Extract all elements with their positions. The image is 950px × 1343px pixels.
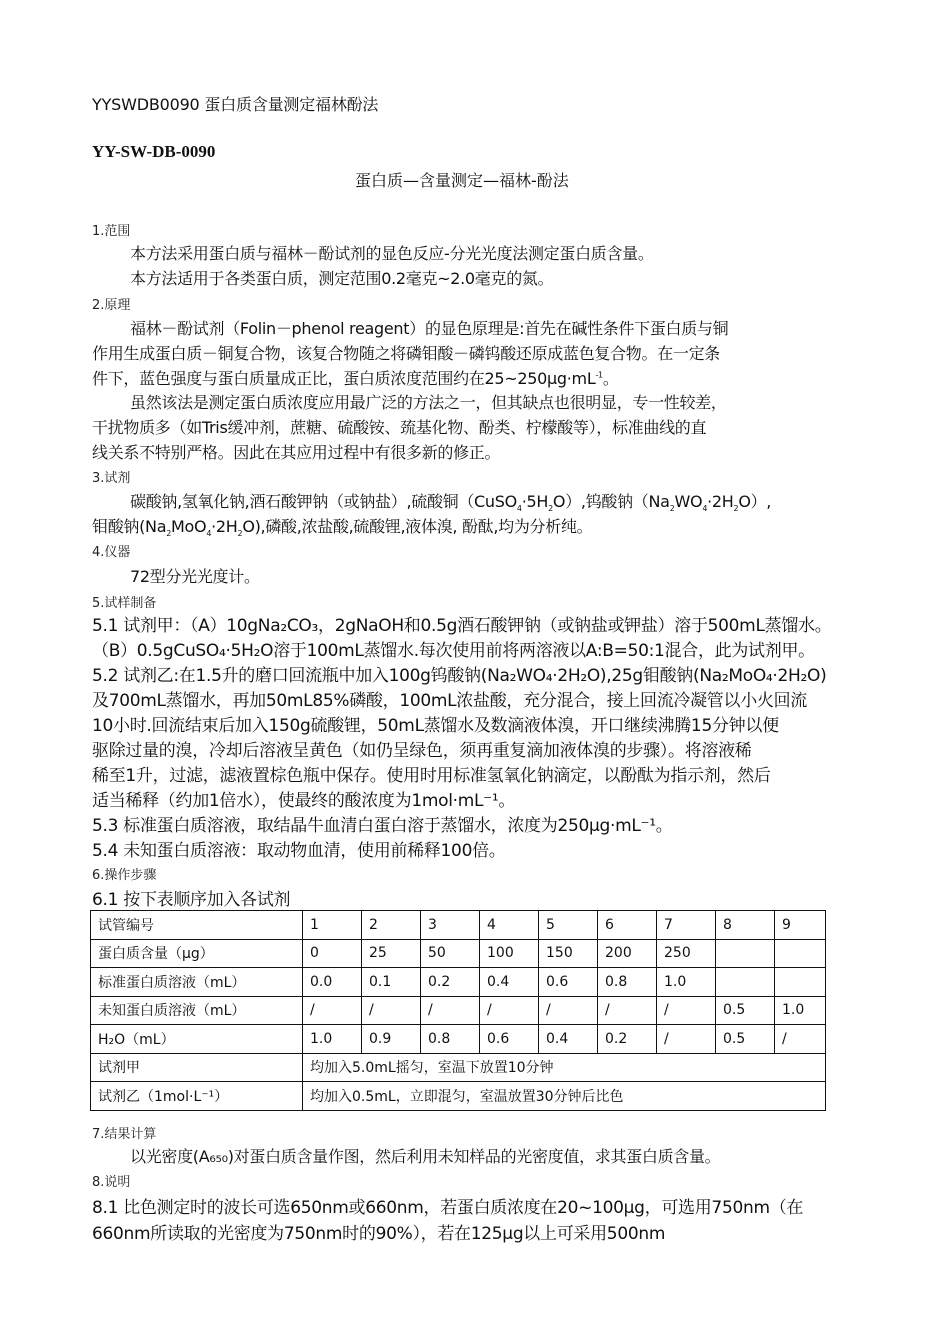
table-cell	[716, 968, 775, 997]
table-row-label: 未知蛋白质溶液（mL）	[91, 996, 303, 1025]
table-cell: 1.0	[303, 1025, 362, 1054]
sample-prep-line-1: 5.1 试剂甲：（A）10gNa₂CO₃，2gNaOH和0.5g酒石酸钾钠（或钠盐或钾盐）溶于500mL蒸馏水。	[92, 616, 832, 636]
reagents-line-2: 钼酸钠$(Na_2MoO_4\cdot 2H_2O)$,磷酸,浓盐酸,硫酸锂,液体溴, 酚酞,均为分析纯。	[92, 517, 593, 539]
table-cell: 5	[539, 911, 598, 940]
notes-line-1: 8.1 比色测定时的波长可选650nm或660nm，若蛋白质浓度在20~100μg，可选用750nm（在	[92, 1198, 804, 1218]
table-cell: /	[303, 996, 362, 1025]
table-cell: 25	[362, 939, 421, 968]
reagent-table	[90, 910, 826, 1111]
table-cell: 200	[598, 939, 657, 968]
scope-line-2: 本方法适用于各类蛋白质，测定范围0.2毫克~2.0毫克的氮。	[130, 269, 554, 288]
table-cell: 0.6	[539, 968, 598, 997]
section-heading-instruments: 4.仪器	[92, 545, 131, 560]
section-heading-sample-prep: 5.试样制备	[92, 596, 157, 611]
table-cell: 0.5	[716, 996, 775, 1025]
table-cell: /	[362, 996, 421, 1025]
table-cell: 1.0	[775, 996, 826, 1025]
table-cell: 0.8	[421, 1025, 480, 1054]
table-row-label: 试剂乙（1mol·L⁻¹）	[91, 1082, 303, 1111]
table-cell: /	[480, 996, 539, 1025]
table-cell: /	[775, 1025, 826, 1054]
table-cell: 0	[303, 939, 362, 968]
table-cell: 8	[716, 911, 775, 940]
table-cell	[775, 968, 826, 997]
section-heading-procedure: 6.操作步骤	[92, 868, 157, 883]
table-cell: /	[657, 1025, 716, 1054]
notes-line-2: 660nm所读取的光密度为750nm时的90%），若在125μg以上可采用500nm	[92, 1224, 666, 1244]
principle-line-1: 福林－酚试剂（Folin－phenol reagent）的显色原理是:首先在碱性条件下蛋白质与铜	[130, 319, 729, 338]
principle-line-6: 线关系不特别严格。因此在其应用过程中有很多新的修正。	[92, 443, 501, 462]
table-cell: 0.4	[480, 968, 539, 997]
table-cell: 0.2	[598, 1025, 657, 1054]
sample-prep-line-2: （B）0.5gCuSO₄·5H₂O溶于100mL蒸馏水.每次使用前将两溶液以A:B=50:1混合，此为试剂甲。	[92, 641, 815, 661]
table-cell: /	[539, 996, 598, 1025]
table-row-label: 试剂甲	[91, 1053, 303, 1082]
table-cell	[775, 939, 826, 968]
table-row-label: H₂O（mL）	[91, 1025, 303, 1054]
sample-prep-line-4: 及700mL蒸馏水，再加50mL85%磷酸，100mL浓盐酸，充分混合，接上回流冷凝管以小火回流	[92, 691, 808, 711]
sample-prep-line-3: 5.2 试剂乙:在1.5升的磨口回流瓶中加入100g钨酸钠(Na₂WO₄·2H₂O),25g钼酸钠(Na₂MoO₄·2H₂O)	[92, 666, 827, 686]
calculation-line: 以光密度(A₆₅₀)对蛋白质含量作图，然后利用未知样品的光密度值，求其蛋白质含量。	[130, 1147, 721, 1166]
table-cell: 0.5	[716, 1025, 775, 1054]
section-heading-calculation: 7.结果计算	[92, 1127, 157, 1142]
principle-line-4: 虽然该法是测定蛋白质浓度应用最广泛的方法之一，但其缺点也很明显，专一性较差，	[130, 393, 727, 412]
table-cell: 9	[775, 911, 826, 940]
table-cell: 0.0	[303, 968, 362, 997]
document-header: YYSWDB0090 蛋白质含量测定福林酚法	[92, 95, 379, 114]
table-row	[91, 996, 826, 1025]
section-heading-scope: 1.范围	[92, 224, 131, 239]
sample-prep-line-7: 稀至1升，过滤，滤液置棕色瓶中保存。使用时用标准氢氧化钠滴定，以酚酞为指示剂，然后	[92, 766, 771, 786]
table-cell: 0.4	[539, 1025, 598, 1054]
table-cell: 6	[598, 911, 657, 940]
principle-line-5: 干扰物质多（如Tris缓冲剂，蔗糖、硫酸铵、巯基化物、酚类、柠檬酸等），标准曲线的直	[92, 418, 707, 437]
table-cell: 4	[480, 911, 539, 940]
table-cell: 1	[303, 911, 362, 940]
table-cell: 250	[657, 939, 716, 968]
table-row	[91, 1082, 826, 1111]
table-cell: 2	[362, 911, 421, 940]
section-heading-reagents: 3.试剂	[92, 471, 131, 486]
table-row	[91, 939, 826, 968]
sample-prep-line-10: 5.4 未知蛋白质溶液：取动物血清，使用前稀释100倍。	[92, 841, 506, 861]
table-cell: 100	[480, 939, 539, 968]
table-cell: 0.6	[480, 1025, 539, 1054]
table-cell: 0.2	[421, 968, 480, 997]
document-code: YY-SW-DB-0090	[92, 142, 216, 161]
instruments-line: 72型分光光度计。	[130, 567, 260, 586]
table-cell: 7	[657, 911, 716, 940]
table-cell: 0.8	[598, 968, 657, 997]
reagents-line-1: 碳酸钠,氢氧化钠,酒石酸钾钠（或钠盐）,硫酸铜$(CuSO_4\cdot 5H_2O)$,钨酸钠$(Na_2WO_4\cdot 2H_2O)$,	[130, 492, 772, 514]
table-cell: /	[657, 996, 716, 1025]
table-row-label: 标准蛋白质溶液（mL）	[91, 968, 303, 997]
sample-prep-line-5: 10小时.回流结束后加入150g硫酸锂，50mL蒸馏水及数滴液体溴，开口继续沸腾15分钟以便	[92, 716, 779, 736]
sample-prep-line-6: 驱除过量的溴，冷却后溶液呈黄色（如仍呈绿色，须再重复滴加液体溴的步骤）。将溶液稀	[92, 741, 752, 761]
procedure-subheading: 6.1 按下表顺序加入各试剂	[92, 890, 291, 910]
table-cell: 1.0	[657, 968, 716, 997]
table-row-label: 试管编号	[91, 911, 303, 940]
table-cell: 150	[539, 939, 598, 968]
table-row	[91, 1025, 826, 1054]
table-cell: 0.9	[362, 1025, 421, 1054]
section-heading-principle: 2.原理	[92, 298, 131, 313]
table-cell: /	[421, 996, 480, 1025]
table-cell: 3	[421, 911, 480, 940]
table-cell	[716, 939, 775, 968]
sample-prep-line-8: 适当稀释（约加1倍水），使最终的酸浓度为1mol·mL⁻¹。	[92, 791, 516, 811]
principle-line-2: 作用生成蛋白质－铜复合物，该复合物随之将磷钼酸－磷钨酸还原成蓝色复合物。在一定条	[92, 344, 721, 363]
table-cell: 0.1	[362, 968, 421, 997]
sample-prep-line-9: 5.3 标准蛋白质溶液，取结晶牛血清白蛋白溶于蒸馏水，浓度为250μg·mL⁻¹。	[92, 816, 673, 836]
scope-line-1: 本方法采用蛋白质与福林－酚试剂的显色反应-分光光度法测定蛋白质含量。	[130, 244, 654, 263]
table-row	[91, 968, 826, 997]
table-row-label: 蛋白质含量（μg）	[91, 939, 303, 968]
section-heading-notes: 8.说明	[92, 1175, 131, 1190]
table-row	[91, 911, 826, 940]
table-merged-cell: 均加入5.0mL摇匀，室温下放置10分钟	[303, 1053, 826, 1082]
principle-line-3: 件下，蓝色强度与蛋白质量成正比，蛋白质浓度范围约在$25\sim 250\mu g\cdot mL^{-1}$。	[92, 369, 619, 388]
table-merged-cell: 均加入0.5mL，立即混匀，室温放置30分钟后比色	[303, 1082, 826, 1111]
table-cell: 50	[421, 939, 480, 968]
table-cell: /	[598, 996, 657, 1025]
table-row	[91, 1053, 826, 1082]
document-title: 蛋白质—含量测定—福林-酚法	[355, 171, 569, 190]
